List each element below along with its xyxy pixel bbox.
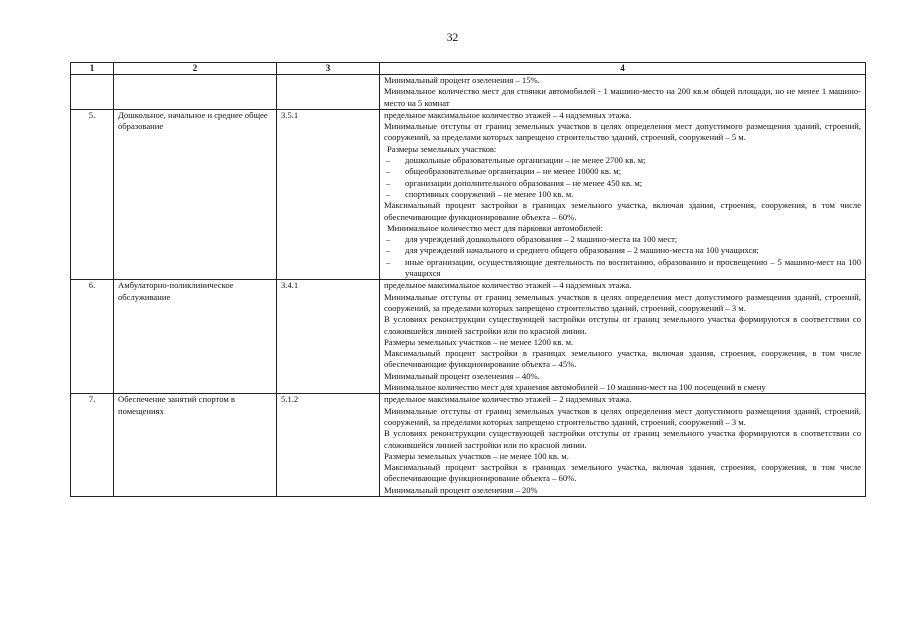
cell-description <box>380 394 866 497</box>
text-line: Минимальные отступы от границ земельных участков в целях определения мест допустимого размещения зданий, строений, сооружений, за пределами которых запрещено строительство зданий, строений, сооружений – 3 м. <box>384 291 861 313</box>
header-col-2: 2 <box>114 63 277 75</box>
page-number: 32 <box>446 32 459 44</box>
text-line: Минимальный процент озеленения – 40%. <box>384 370 540 381</box>
list-item: – иные организации, осуществляющие деятельность по воспитанию, образованию и просвещению – 5 машино-мест на 100 учащихся <box>386 256 861 279</box>
text-line: Минимальные отступы от границ земельных участков в целях определения мест допустимого размещения зданий, строений, сооружений, за пределами которых запрещено строительство зданий, строений, сооружений – 5 м. <box>384 121 861 143</box>
text-line: Минимальное количество мест для хранения автомобилей – 10 машино-мест на 100 посещений в смену <box>384 382 766 393</box>
use-name: Амбулаторно-поликлиническое обслуживание <box>114 280 277 394</box>
dash-bullet: – <box>386 166 391 177</box>
list-item: – дошкольные образовательные организации – не менее 2700 кв. м; <box>386 155 646 166</box>
cell-description <box>380 75 866 110</box>
header-col-3: 3 <box>277 63 380 75</box>
use-name: Дошкольное, начальное и среднее общее образование <box>114 109 277 279</box>
text-line: Размеры земельных участков: <box>387 143 497 154</box>
cell-description <box>380 109 866 279</box>
cell-description <box>380 280 866 394</box>
table-row-continuation <box>71 75 866 110</box>
text-line: Максимальный процент застройки в границах земельного участка, включая здания, строения, сооружения, в том числе обеспечивающие функционирование объекта – 60%. <box>384 200 861 222</box>
list-item: – общеобразовательные организации – не менее 10000 кв. м; <box>386 166 622 177</box>
text-line: В условиях реконструкции существующей застройки отступы от границ земельного участка формируются в соответствии со сложившейся линией застройки или по красной линии. <box>384 428 861 450</box>
dash-bullet: – <box>386 177 391 188</box>
dash-bullet: – <box>386 256 391 267</box>
dash-bullet: – <box>386 245 391 256</box>
text-line: Максимальный процент застройки в границах земельного участка, включая здания, строения, сооружения, в том числе обеспечивающие функционирование объекта – 45%. <box>384 348 861 370</box>
header-row <box>71 63 866 75</box>
list-item: – спортивных сооружений – не менее 100 кв. м. <box>386 188 574 199</box>
row-number: 7. <box>71 394 114 497</box>
list-item: – для учреждений дошкольного образования – 2 машино-места на 100 мест; <box>386 234 678 245</box>
text-line: предельное максимальное количество этажей – 4 надземных этажа. <box>384 109 632 120</box>
use-name: Обеспечение занятий спортом в помещениях <box>114 394 277 497</box>
text-line: Минимальное количество мест для парковки автомобилей: <box>387 222 603 233</box>
text-line: Размеры земельных участков – не менее 100 кв. м. <box>384 450 569 461</box>
text-line: предельное максимальное количество этажей – 2 надземных этажа. <box>384 394 632 405</box>
dash-bullet: – <box>386 188 391 199</box>
list-item: – для учреждений начального и среднего общего образования – 2 машино-места на 100 учащихся; <box>386 245 759 256</box>
text-line: Минимальный процент озеленения – 15%. <box>384 75 540 85</box>
header-col-1: 1 <box>71 63 114 75</box>
list-item: – организации дополнительного образования – не менее 450 кв. м; <box>386 177 643 188</box>
use-code: 3.4.1 <box>277 280 380 394</box>
text-line: В условиях реконструкции существующей застройки отступы от границ земельного участка формируются в соответствии со сложившейся линией застройки или по красной линии. <box>384 314 861 336</box>
text-line: предельное максимальное количество этажей – 4 надземных этажа. <box>384 280 632 291</box>
text-line: Минимальный процент озеленения – 20% <box>384 484 538 495</box>
text-line: Минимальные отступы от границ земельных участков в целях определения мест допустимого размещения зданий, строений, сооружений, за пределами которых запрещено строительство зданий, строений, сооружений – 3 м. <box>384 405 861 427</box>
table-row-6 <box>71 280 866 394</box>
cell-name <box>114 75 277 110</box>
row-number: 5. <box>71 109 114 279</box>
use-code: 5.1.2 <box>277 394 380 497</box>
text-line: Размеры земельных участков – не менее 1200 кв. м. <box>384 336 574 347</box>
text-line: Максимальный процент застройки в границах земельного участка, включая здания, строения, сооружения, в том числе обеспечивающие функционирование объекта – 60%. <box>384 462 861 484</box>
use-code: 3.5.1 <box>277 109 380 279</box>
table-row-5 <box>71 109 866 279</box>
dash-bullet: – <box>386 234 391 245</box>
cell-code <box>277 75 380 110</box>
text-line: Минимальное количество мест для стоянки автомобилей - 1 машино-место на 200 кв.м общей площади, но не менее 1 машино-место на 5 комнат <box>384 86 861 108</box>
table-row-7 <box>71 394 866 497</box>
cell-num <box>71 75 114 110</box>
regulations-table <box>70 62 866 497</box>
dash-bullet: – <box>386 155 391 166</box>
header-col-4: 4 <box>380 63 866 75</box>
row-number: 6. <box>71 280 114 394</box>
